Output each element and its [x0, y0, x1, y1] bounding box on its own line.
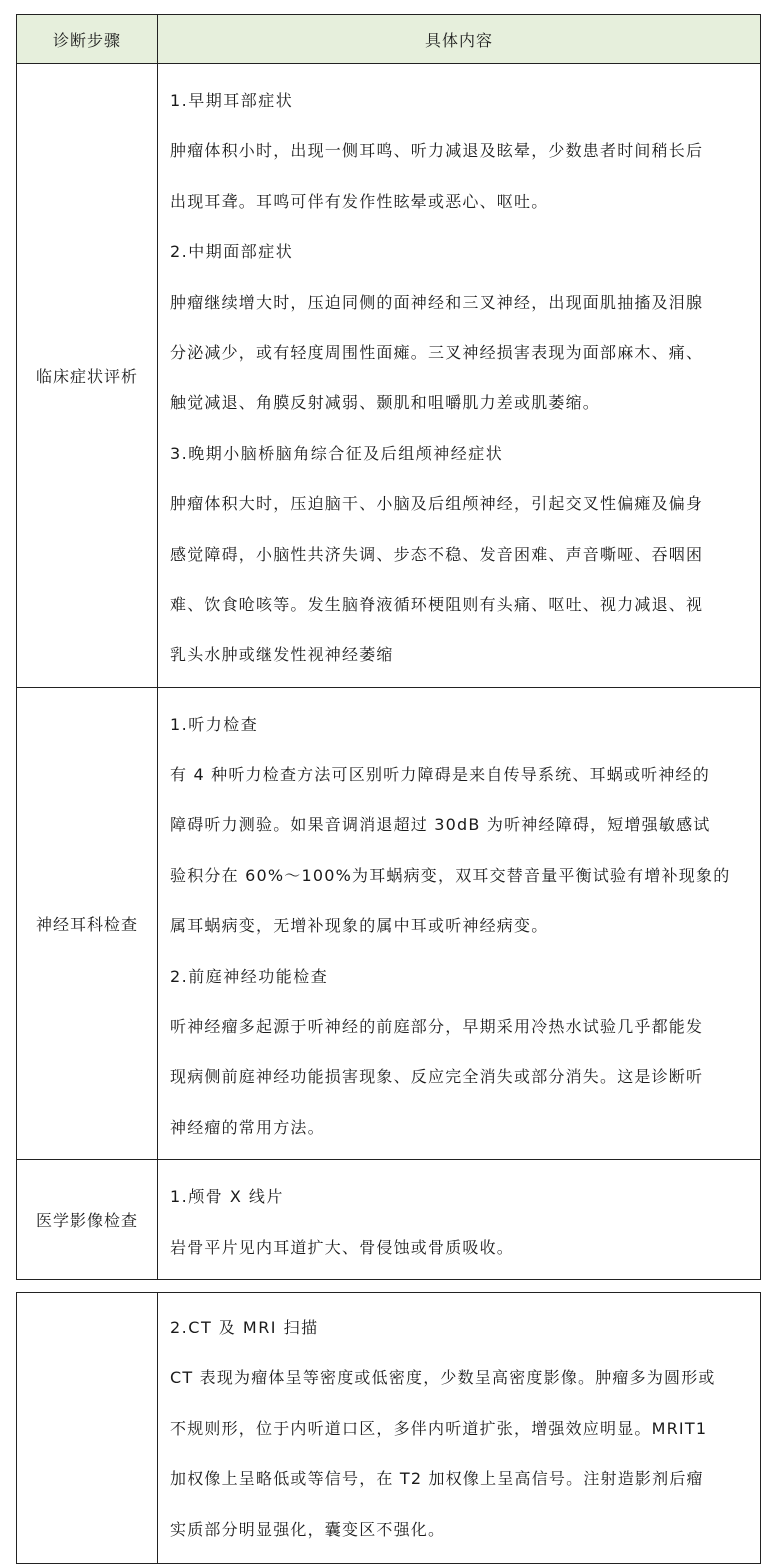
content-line: 实质部分明显强化，囊变区不强化。 — [170, 1519, 446, 1539]
content-line: 验积分在 60%～100%为耳蜗病变，双耳交替音量平衡试验有增补现象的 — [170, 865, 731, 885]
content-cell — [158, 687, 761, 1160]
step-cell: 医学影像检查 — [17, 1160, 158, 1280]
step-cell — [17, 1293, 158, 1564]
section-heading: 2.CT 及 MRI 扫描 — [170, 1318, 319, 1337]
content-line: 出现耳聋。耳鸣可伴有发作性眩晕或恶心、呕吐。 — [170, 191, 549, 211]
content-line: 肿瘤体积大时，压迫脑干、小脑及后组颅神经，引起交叉性偏瘫及偏身 — [170, 494, 704, 514]
content-line: 分泌减少，或有轻度周围性面瘫。三叉神经损害表现为面部麻木、痛、 — [170, 342, 704, 362]
content-line: 不规则形，位于内听道口区，多伴内听道扩张，增强效应明显。MRIT1 — [170, 1418, 708, 1438]
content-line: 乳头水肿或继发性视神经萎缩 — [170, 645, 394, 665]
content-line: 触觉减退、角膜反射减弱、颞肌和咀嚼肌力差或肌萎缩。 — [170, 393, 601, 413]
section-heading: 3.晚期小脑桥脑角综合征及后组颅神经症状 — [170, 443, 504, 463]
step-cell: 临床症状评析 — [17, 64, 158, 688]
diagnosis-table — [16, 14, 761, 1280]
section-heading: 2.前庭神经功能检查 — [170, 966, 329, 986]
content-line: 肿瘤继续增大时，压迫同侧的面神经和三叉神经，出现面肌抽搐及泪腺 — [170, 292, 704, 312]
content-line: CT 表现为瘤体呈等密度或低密度，少数呈高密度影像。肿瘤多为圆形或 — [170, 1368, 716, 1388]
content-cell — [158, 1293, 761, 1564]
content-line: 岩骨平片见内耳道扩大、骨侵蚀或骨质吸收。 — [170, 1237, 515, 1257]
diagnosis-table-continued — [16, 1292, 761, 1564]
content-line: 有 4 种听力检查方法可区别听力障碍是来自传导系统、耳蜗或听神经的 — [170, 765, 710, 785]
content-line: 肿瘤体积小时，出现一侧耳鸣、听力减退及眩晕，少数患者时间稍长后 — [170, 141, 704, 161]
table-row — [17, 64, 761, 688]
content-line: 听神经瘤多起源于听神经的前庭部分，早期采用冷热水试验几乎都能发 — [170, 1017, 704, 1037]
table-header-row — [17, 15, 761, 64]
section-heading: 2.中期面部症状 — [170, 242, 294, 262]
content-line: 加权像上呈略低或等信号，在 T2 加权像上呈高信号。注射造影剂后瘤 — [170, 1469, 704, 1489]
content-line: 感觉障碍，小脑性共济失调、步态不稳、发音困难、声音嘶哑、吞咽困 — [170, 544, 704, 564]
table-row — [17, 687, 761, 1160]
header-diagnostic-step: 诊断步骤 — [17, 15, 158, 64]
table-row — [17, 1293, 761, 1564]
step-cell: 神经耳科检查 — [17, 687, 158, 1160]
content-line: 现病侧前庭神经功能损害现象、反应完全消失或部分消失。这是诊断听 — [170, 1067, 704, 1087]
content-line: 障碍听力测验。如果音调消退超过 30dB 为听神经障碍，短增强敏感试 — [170, 815, 711, 835]
table-row — [17, 1160, 761, 1280]
content-line: 属耳蜗病变，无增补现象的属中耳或听神经病变。 — [170, 916, 549, 936]
section-heading: 1.早期耳部症状 — [170, 91, 294, 110]
content-line: 神经瘤的常用方法。 — [170, 1117, 325, 1137]
content-cell — [158, 64, 761, 688]
content-line: 难、饮食呛咳等。发生脑脊液循环梗阻则有头痛、呕吐、视力减退、视 — [170, 594, 704, 614]
content-cell — [158, 1160, 761, 1280]
section-heading: 1.颅骨 X 线片 — [170, 1187, 284, 1207]
header-specific-content: 具体内容 — [158, 15, 761, 64]
section-heading: 1.听力检查 — [170, 714, 259, 734]
